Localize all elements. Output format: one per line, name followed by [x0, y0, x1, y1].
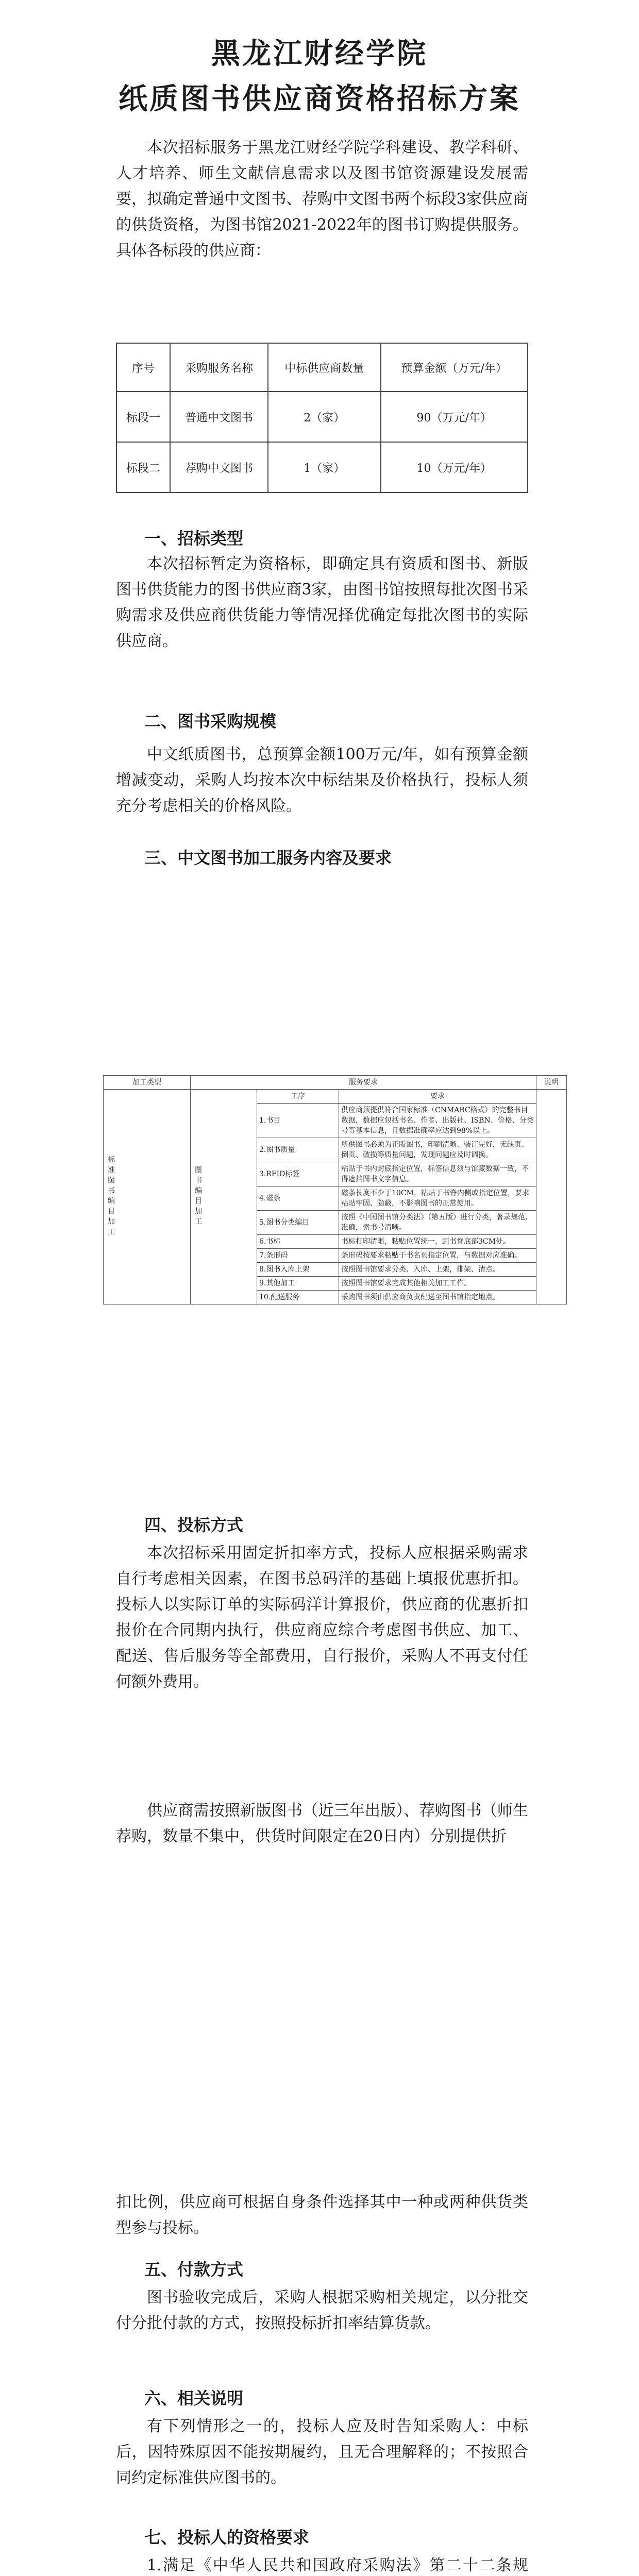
bid-header-suppliers: 中标供应商数量 — [268, 343, 381, 392]
bid-cell: 标段二 — [116, 442, 170, 493]
svc-subheader-step: 工序 — [257, 1090, 339, 1104]
svc-step: 7.条形码 — [257, 1249, 339, 1263]
svc-req: 条形码按要求粘贴于书名页指定位置，与数据对应准确。 — [339, 1249, 536, 1263]
svc-header-content: 服务要求 — [191, 1076, 536, 1090]
svc-req: 按照图书馆要求分类、入库、上架，排架、清点。 — [339, 1263, 536, 1277]
svc-req: 书标打印清晰，粘贴位置统一，距书脊底部3CM处。 — [339, 1235, 536, 1249]
section-1-heading: 一、招标类型 — [144, 529, 244, 548]
bid-cell: 标段一 — [116, 392, 170, 442]
document-title-school: 黑龙江财经学院 — [211, 37, 428, 71]
section-5-heading: 五、付款方式 — [144, 2260, 244, 2279]
svc-subcategory: 图书编目加工 — [191, 1090, 257, 1304]
section-7-text: 1.满足《中华人民共和国政府采购法》第二十二条规 — [147, 2556, 528, 2574]
svc-note-cell — [536, 1090, 567, 1304]
section-4-text-2: 供应商需按照新版图书（近三年出版）、荐购图书（师生荐购，数量不集中，供货时间限定在20日内）分别提供折 — [116, 1802, 528, 1845]
svc-req: 磁条长度不少于10CM，粘贴于书脊内侧或指定位置，要求粘贴牢固、隐蔽，不影响图书的正常使用。 — [339, 1187, 536, 1211]
svc-step: 8.图书入库上架 — [257, 1263, 339, 1277]
section-2-text: 中文纸质图书，总预算金额100万元/年，如有预算金额增减变动，采购人均按本次中标结果及价格执行，投标人须充分考虑相关的价格风险。 — [116, 745, 528, 815]
svc-header-type: 加工类型 — [104, 1076, 191, 1090]
section-7-heading: 七、投标人的资格要求 — [144, 2528, 310, 2547]
service-requirements-table — [103, 1075, 567, 1304]
section-1-text: 本次招标暂定为资格标，即确定具有资质和图书、新版图书供货能力的图书供应商3家，由图书馆按照每批次图书采购需求及供应商供货能力等情况择优确定每批次图书的实际供应商。 — [116, 555, 528, 650]
bid-cell: 2（家） — [268, 392, 381, 442]
svc-step: 1.书目 — [257, 1104, 339, 1138]
bid-section-table — [116, 343, 528, 493]
section-6-heading: 六、相关说明 — [144, 2388, 244, 2408]
bid-cell: 90（万元/年） — [381, 392, 528, 442]
svc-req: 供应商须提供符合国家标准（CNMARC格式）的完整书目数据，数据应包括书名、作者、出版社、ISBN、价格、分类号等基本信息，且数据准确率应达到98%以上。 — [339, 1104, 536, 1138]
svc-step: 9.其他加工 — [257, 1277, 339, 1291]
svc-step: 4.磁条 — [257, 1187, 339, 1211]
document-title-plan: 纸质图书供应商资格招标方案 — [119, 82, 520, 116]
svc-step: 3.RFID标签 — [257, 1162, 339, 1187]
bid-cell: 10（万元/年） — [381, 442, 528, 493]
svc-header-note: 说明 — [536, 1076, 567, 1090]
section-2-heading: 二、图书采购规模 — [144, 711, 277, 731]
svc-subheader-req: 要求 — [339, 1090, 536, 1104]
bid-header-budget: 预算金额（万元/年） — [381, 343, 528, 392]
bid-cell: 普通中文图书 — [170, 392, 268, 442]
svc-req: 采购图书须由供应商负责配送至图书馆指定地点。 — [339, 1291, 536, 1304]
svc-step: 10.配送服务 — [257, 1291, 339, 1304]
bid-header-no: 序号 — [116, 343, 170, 392]
svc-step: 5.图书分类编目 — [257, 1211, 339, 1235]
svc-req: 所供图书必须为正版图书，印刷清晰、装订完好，无缺页、倒页、破损等质量问题，发现问题应及时调换。 — [339, 1138, 536, 1162]
table-row — [116, 392, 528, 442]
svc-category: 标准图书编目加工 — [104, 1090, 191, 1304]
section-5-text: 图书验收完成后，采购人根据采购相关规定，以分批交付分批付款的方式，按照投标折扣率结算货款。 — [116, 2289, 528, 2332]
bid-cell: 1（家） — [268, 442, 381, 493]
svc-req: 按照《中国图书馆分类法》（第五版）进行分类，著录规范、准确，索书号清晰。 — [339, 1211, 536, 1235]
svc-req: 按照图书馆要求完成其他相关加工工作。 — [339, 1277, 536, 1291]
svc-step: 6.书标 — [257, 1235, 339, 1249]
bid-header-service: 采购服务名称 — [170, 343, 268, 392]
table-row — [116, 442, 528, 493]
section-4-text: 本次招标采用固定折扣率方式，投标人应根据采购需求自行考虑相关因素，在图书总码洋的基础上填报优惠折扣。投标人以实际订单的实际码洋计算报价，供应商的优惠折扣报价在合同期内执行，供应商应综合考虑图书供应、加工、配送、售后服务等全部费用，自行报价，采购人不再支付任何额外费用。 — [116, 1544, 528, 1691]
svc-req: 粘贴于书内封底指定位置，标签信息须与馆藏数据一致，不得遮挡图书文字信息。 — [339, 1162, 536, 1187]
section-3-heading: 三、中文图书加工服务内容及要求 — [144, 848, 392, 868]
svc-step: 2.图书质量 — [257, 1138, 339, 1162]
section-4-text-3: 扣比例，供应商可根据自身条件选择其中一种或两种供货类型参与投标。 — [116, 2193, 528, 2237]
bid-cell: 荐购中文图书 — [170, 442, 268, 493]
section-4-heading: 四、投标方式 — [144, 1515, 244, 1535]
intro-paragraph: 本次招标服务于黑龙江财经学院学科建设、教学科研、人才培养、师生文献信息需求以及图书馆资源建设发展需要，拟确定普通中文图书、荐购中文图书两个标段3家供应商的供货资格，为图书馆2021-2022年的图书订购提供服务。具体各标段的供应商： — [116, 139, 528, 260]
section-6-text: 有下列情形之一的，投标人应及时告知采购人：中标后，因特殊原因不能按期履约，且无合理解释的；不按照合同约定标准供应图书的。 — [116, 2417, 528, 2487]
